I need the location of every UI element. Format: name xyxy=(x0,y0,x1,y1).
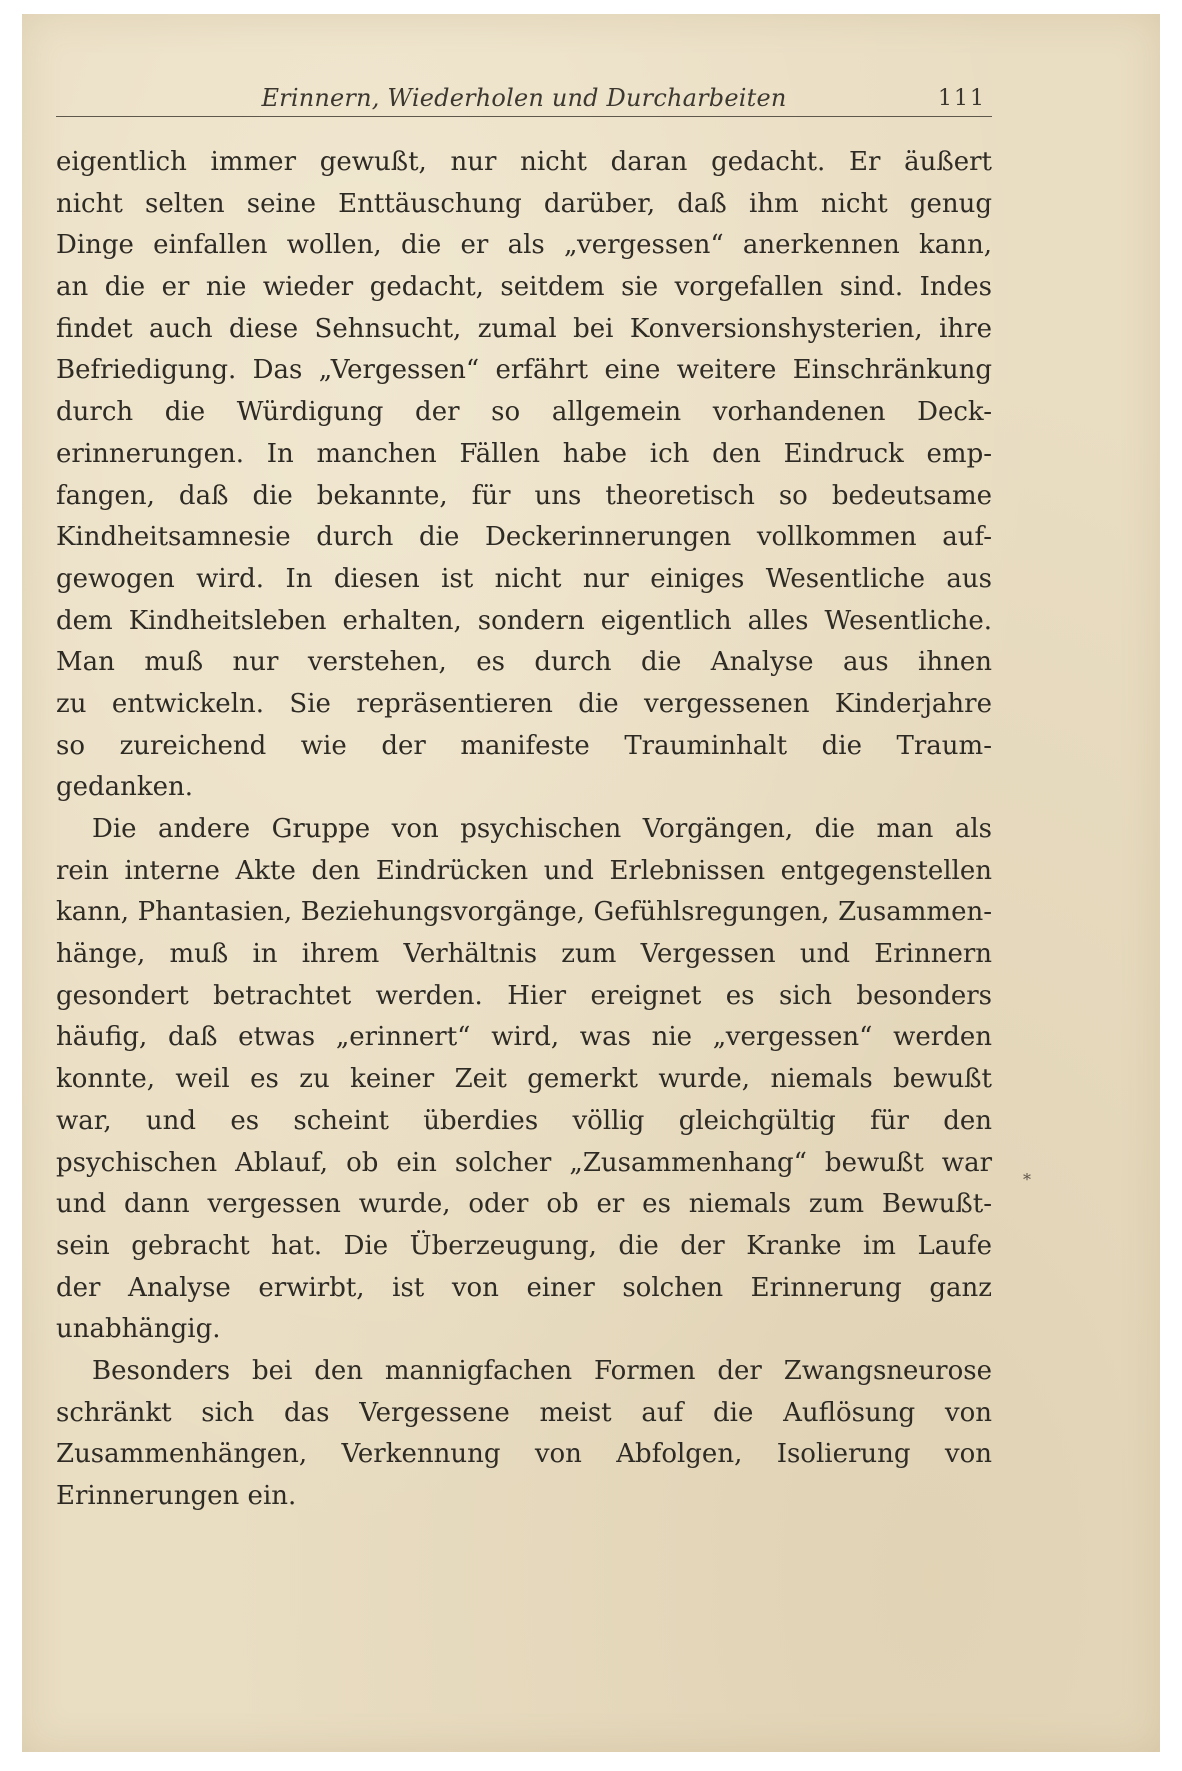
paragraph-first-line: Die andere Gruppe von psychischen Vorgängen, die man als xyxy=(92,814,992,844)
text-line: psychischen Ablauf, ob ein solcher „Zusammenhang“ bewußt war xyxy=(56,1147,992,1178)
text-line: fangen, daß die bekannte, für uns theoretisch so bedeutsame xyxy=(56,480,992,511)
text-line: zu entwickeln. Sie repräsentieren die vergessenen Kinderjahre xyxy=(56,688,992,719)
text-line: sein gebracht hat. Die Überzeugung, die der Kranke im Laufe xyxy=(56,1230,992,1261)
paragraph-first-line: Besonders bei den mannigfachen Formen der Zwangsneurose xyxy=(92,1355,992,1386)
text-line: an die er nie wieder gedacht, seitdem sie vorgefallen sind. Indes xyxy=(56,272,992,303)
text-line: eigentlich immer gewußt, nur nicht daran gedacht. Er äußert xyxy=(56,147,992,177)
text-line: häufig, daß etwas „erinnert“ wird, was nie „vergessen“ werden xyxy=(56,1022,992,1053)
text-line: schränkt sich das Vergessene meist auf die Auflösung von xyxy=(56,1397,992,1428)
text-line: nicht selten seine Enttäuschung darüber, daß ihm nicht genug xyxy=(56,188,992,219)
page-number: 111 xyxy=(938,86,986,111)
text-line: hänge, muß in ihrem Verhältnis zum Vergessen und Erinnern xyxy=(56,939,992,970)
paragraph-end-line: gedanken. xyxy=(56,772,194,803)
text-line: der Analyse erwirbt, ist von einer solchen Erinnerung ganz xyxy=(56,1272,992,1303)
text-line: kann, Phantasien, Beziehungsvorgänge, Gefühlsregungen, Zusammen- xyxy=(56,897,992,928)
margin-mark: * xyxy=(1023,1170,1031,1189)
text-line: war, und es scheint überdies völlig gleichgültig für den xyxy=(56,1105,992,1136)
paragraph-end-line: Erinnerungen ein. xyxy=(56,1481,297,1511)
text-line: Befriedigung. Das „Vergessen“ erfährt eine weitere Einschränkung xyxy=(56,355,992,386)
text-line: rein interne Akte den Eindrücken und Erlebnissen entgegenstellen xyxy=(56,855,992,886)
text-line: erinnerungen. In manchen Fällen habe ich den Eindruck emp- xyxy=(56,438,992,469)
text-line: gesondert betrachtet werden. Hier ereignet es sich besonders xyxy=(56,980,992,1011)
text-line: Dinge einfallen wollen, die er als „vergessen“ anerkennen kann, xyxy=(56,230,992,261)
running-title: Erinnern, Wiederholen und Durcharbeiten xyxy=(261,84,787,112)
text-line: gewogen wird. In diesen ist nicht nur einiges Wesentliche aus xyxy=(56,563,992,594)
text-line: findet auch diese Sehnsucht, zumal bei Konversionshysterien, ihre xyxy=(56,313,992,344)
body-text xyxy=(56,142,992,1518)
paragraph-end-line: unabhängig. xyxy=(56,1314,221,1345)
text-line: Kindheitsamnesie durch die Deckerinnerungen vollkommen auf- xyxy=(56,522,992,553)
text-line: konnte, weil es zu keiner Zeit gemerkt wurde, niemals bewußt xyxy=(56,1064,992,1095)
text-line: Man muß nur verstehen, es durch die Analyse aus ihnen xyxy=(56,647,992,678)
text-line: durch die Würdigung der so allgemein vorhandenen Deck- xyxy=(56,397,992,428)
text-line: und dann vergessen wurde, oder ob er es niemals zum Bewußt- xyxy=(56,1189,992,1220)
text-line: so zureichend wie der manifeste Trauminhalt die Traum- xyxy=(56,730,992,761)
text-line: Zusammenhängen, Verkennung von Abfolgen, Isolierung von xyxy=(56,1439,992,1470)
text-line: dem Kindheitsleben erhalten, sondern eigentlich alles Wesentliche. xyxy=(56,605,992,636)
running-header xyxy=(56,84,992,117)
